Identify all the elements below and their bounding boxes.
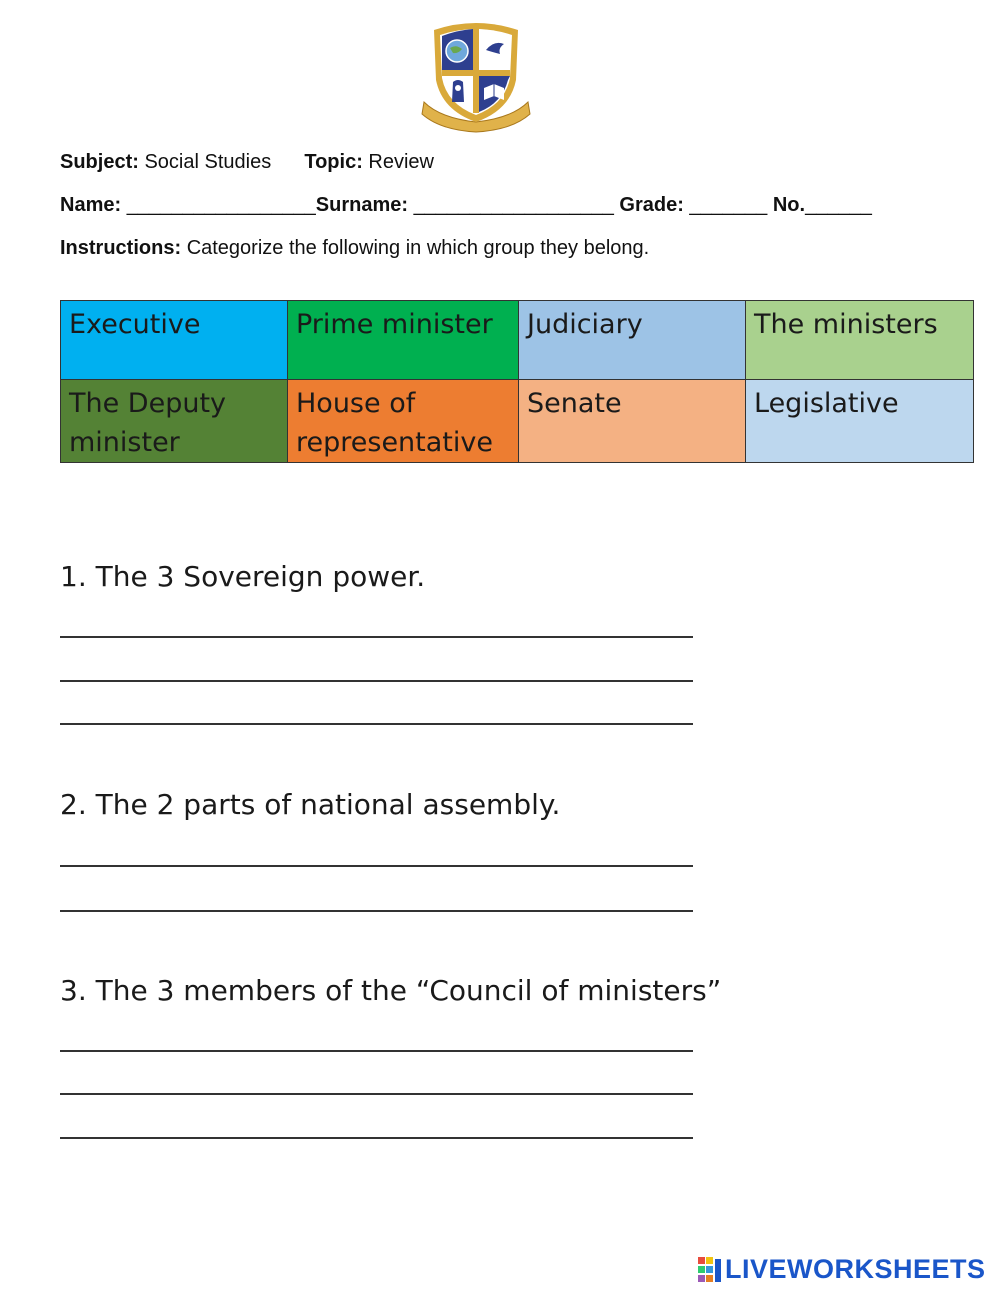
answer-line[interactable]: [60, 636, 693, 638]
answer-line[interactable]: [60, 865, 693, 867]
subject-label: Subject:: [60, 151, 139, 173]
category-cell[interactable]: The Deputy minister: [61, 380, 288, 463]
name-label: Name:: [60, 194, 122, 216]
category-cell[interactable]: Senate: [519, 380, 746, 463]
name-field[interactable]: _________________: [126, 194, 316, 216]
answer-line[interactable]: [60, 680, 693, 682]
category-cell[interactable]: The ministers: [746, 301, 974, 380]
no-field[interactable]: ______: [805, 194, 872, 216]
brand-text: LIVEWORKSHEETS: [725, 1254, 986, 1284]
surname-field[interactable]: __________________: [413, 194, 614, 216]
answer-line[interactable]: [60, 723, 693, 725]
question-1: 1. The 3 Sovereign power.: [60, 560, 426, 593]
question-2: 2. The 2 parts of national assembly.: [60, 788, 561, 821]
category-row: [61, 301, 974, 380]
surname-label: Surname:: [315, 194, 409, 216]
category-cell[interactable]: House of representative: [288, 380, 519, 463]
answer-line[interactable]: [60, 1137, 693, 1139]
instructions-label: Instructions:: [60, 237, 182, 259]
instructions-text: Categorize the following in which group they belong.: [186, 237, 650, 259]
category-cell[interactable]: Prime minister: [288, 301, 519, 380]
no-label: No.: [772, 194, 806, 216]
grade-label: Grade:: [619, 194, 684, 216]
category-cell[interactable]: Legislative: [746, 380, 974, 463]
topic-value: Review: [368, 151, 434, 173]
category-row: [61, 380, 974, 463]
answer-line[interactable]: [60, 1050, 693, 1052]
liveworksheets-brand: [698, 1254, 986, 1285]
school-crest-icon: [420, 18, 532, 136]
category-cell[interactable]: Executive: [61, 301, 288, 380]
answer-line[interactable]: [60, 910, 693, 912]
subject-value: Social Studies: [144, 151, 272, 173]
answer-line[interactable]: [60, 1093, 693, 1095]
topic-label: Topic:: [304, 151, 363, 173]
category-table: [60, 300, 974, 463]
category-cell[interactable]: Judiciary: [519, 301, 746, 380]
subject-topic-row: [60, 151, 434, 174]
question-3: 3. The 3 members of the “Council of ministers”: [60, 974, 722, 1007]
liveworksheets-logo-icon: [698, 1257, 722, 1283]
student-info-row: [60, 194, 872, 217]
instructions-row: [60, 237, 649, 260]
grade-field[interactable]: _______: [689, 194, 768, 216]
